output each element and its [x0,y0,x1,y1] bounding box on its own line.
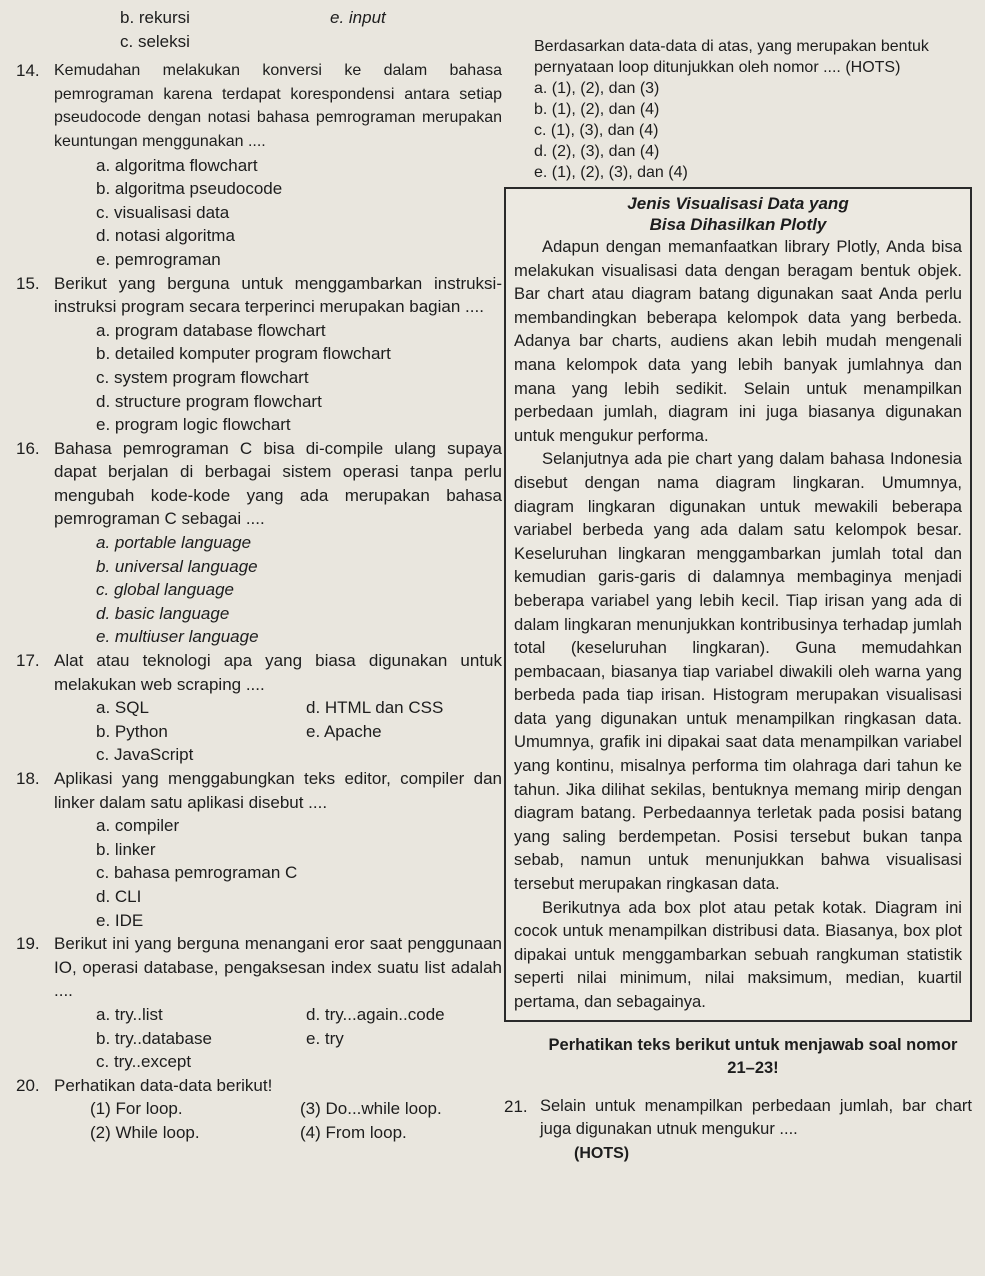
question-number: 21. [504,1096,528,1116]
option: c. seleksi [120,31,190,51]
option: a. SQL [96,698,149,718]
option-row [16,1003,502,1027]
option: b. universal language [96,556,258,576]
question-16 [16,437,502,531]
box-title: Jenis Visualisasi Data yang [627,194,849,213]
option: d. HTML dan CSS [306,698,444,718]
question-number: 18. [16,769,40,788]
option: a. portable language [96,533,252,553]
option: d. CLI [96,886,142,906]
option: e. program logic flowchart [96,415,291,435]
question-text: Bahasa pemrograman C bisa di-compile ulang supaya dapat berjalan di berbagai sistem operasi tanpa perlu mengubah kode-kode yang ada merupakan bahasa pemrograman C sebagai .... [54,438,502,529]
option: b. Python [96,721,168,741]
option-row [16,1097,502,1121]
box-subtitle: Bisa Dihasilkan Plotly [649,215,827,234]
option: c. visualisasi data [96,202,230,222]
right-column [504,6,972,1166]
option-row [16,1027,502,1051]
option: c. JavaScript [96,745,194,765]
option: e. pemrograman [96,249,221,269]
statement: (4) From loop. [300,1122,407,1142]
option-row [16,6,502,30]
option: e. try [306,1028,344,1048]
statement: (1) For loop. [90,1099,183,1119]
option: e. IDE [96,910,144,930]
option: a. program database flowchart [96,320,326,340]
option: b. detailed komputer program flowchart [96,344,391,364]
question-number: 17. [16,651,40,671]
option: b. rekursi [120,8,190,27]
question-14 [16,59,502,153]
option: d. (2), (3), dan (4) [534,143,660,160]
question-text: Alat atau teknologi apa yang biasa digunakan untuk melakukan web scraping .... [54,651,502,694]
option-row [16,743,502,767]
option-row [16,1050,502,1074]
question-15 [16,272,502,319]
question-number: 14. [16,61,40,81]
option: e. Apache [306,721,382,741]
left-column [16,6,502,1145]
option: c. bahasa pemrograman C [96,863,298,883]
question-text: Berikut yang berguna untuk menggambarkan instruksi-instruksi program secara terperinci merupakan bagian .... [54,273,502,317]
option: c. (1), (3), dan (4) [534,122,659,139]
question-text: Berikut ini yang berguna menangani eror saat penggunaan IO, operasi database, pengaksesan index suatu list adalah .... [54,934,502,1001]
option: c. system program flowchart [96,367,309,387]
option: b. linker [96,839,156,859]
passage-paragraph: Selanjutnya ada pie chart yang dalam bahasa Indonesia disebut dengan nama diagram lingkaran. Umumnya, diagram lingkaran digunakan untuk mewakili beberapa variabel berbeda yang ada dalam satu kelompok besar. Keseluruhan lingkaran menggambarkan jumlah total dan kemudian garis-garis di dalamnya membaginya menjadi beberapa variabel yang lebih kecil. Tiap irisan yang ada di dalam lingkaran menunjukkan kontribusinya terhadap jumlah total (keseluruhan lingkaran). Guna memudahkan pembacaan, biasanya tiap variabel diwakili oleh warna yang berbeda pada tiap irisan. Histogram merupakan visualisasi data yang digunakan untuk menampilkan ringkasan data. Umumnya, grafik ini dipakai saat data menampilkan variabel yang kontinu, misalnya performa tim olahraga dari tahun ke tahun. Jika dilihat sekilas, bentuknya memang mirip dengan diagram batang. Perbedaannya terletak pada posisi batang yang saling berdempetan. Posisi tersebut bukan tanpa sebab, namun untuk menunjukkan bahwa visualisasi tersebut merupakan ringkasan data. [514,449,962,894]
option: b. algoritma pseudocode [96,179,283,199]
question-text: Kemudahan melakukan konversi ke dalam bahasa pemrograman karena terdapat korespondensi antara setiap pseudocode dengan notasi bahasa pemrograman merupakan keuntungan menggunakan .... [54,62,502,150]
option: d. notasi algoritma [96,226,235,246]
option: d. structure program flowchart [96,391,322,411]
option: e. multiuser language [96,627,259,647]
reading-passage-box [504,187,972,1022]
instruction-text: Perhatikan teks berikut untuk menjawab soal nomor 21–23! [548,1035,958,1078]
question-number: 20. [16,1075,40,1095]
statement: (3) Do...while loop. [300,1099,442,1119]
question-19 [16,932,502,1003]
option: e. (1), (2), (3), dan (4) [534,164,688,181]
question-17 [16,649,502,696]
question-18 [16,767,502,814]
option: d. basic language [96,603,230,623]
option-row [16,720,502,744]
passage-paragraph: Berikutnya ada box plot atau petak kotak. Diagram ini cocok untuk menampilkan distribusi data. Biasanya, box plot dipakai untuk menggambarkan sebuah rangkuman statistik seperti nilai minimum, nilai maksimum, median, kuartil pertama, dan sebagainya. [514,897,962,1011]
option: a. algoritma flowchart [96,155,258,175]
option-row [16,696,502,720]
option-row [16,30,502,54]
option: b. try..database [96,1028,212,1048]
question-number: 15. [16,273,40,293]
question-text: Perhatikan data-data berikut! [54,1075,273,1095]
option: b. (1), (2), dan (4) [534,101,660,118]
option: a. try..list [96,1004,163,1024]
question-text: Aplikasi yang menggabungkan teks editor, compiler dan linker dalam satu aplikasi disebut .... [54,769,502,812]
question-number: 16. [16,438,40,458]
question-20 [16,1074,502,1098]
question-text: Selain untuk menampilkan perbedaan jumlah, bar chart juga digunakan utnuk mengukur .... [540,1096,972,1139]
option-row [16,1121,502,1145]
option: a. (1), (2), dan (3) [534,80,660,97]
question-number: 19. [16,934,40,954]
option: a. compiler [96,816,180,836]
hots-tag: (HOTS) [574,1144,630,1162]
question-21 [504,1095,972,1142]
option: d. try...again..code [306,1004,445,1024]
option: c. try..except [96,1052,192,1072]
statement: (2) While loop. [90,1122,200,1142]
passage-paragraph: Adapun dengan memanfaatkan library Plotly, Anda bisa melakukan visualisasi data dengan beragam bentuk objek. Bar chart atau diagram batang digunakan saat Anda perlu membandingkan beberapa kelompok data yang berbeda. Adanya bar charts, audiens akan lebih mudah mengenali mana kelompok data yang lebih banyak jumlahnya dan mana yang lebih sedikit. Selain untuk menampilkan perbedaan jumlah, diagram ini juga biasanya digunakan untuk mengukur performa. [514,237,962,445]
option: c. global language [96,580,235,600]
question-20-continuation: Berdasarkan data-data di atas, yang merupakan bentuk pernyataan loop ditunjukkan oleh nomor .... (HOTS) [534,38,929,76]
option: e. input [330,8,386,27]
